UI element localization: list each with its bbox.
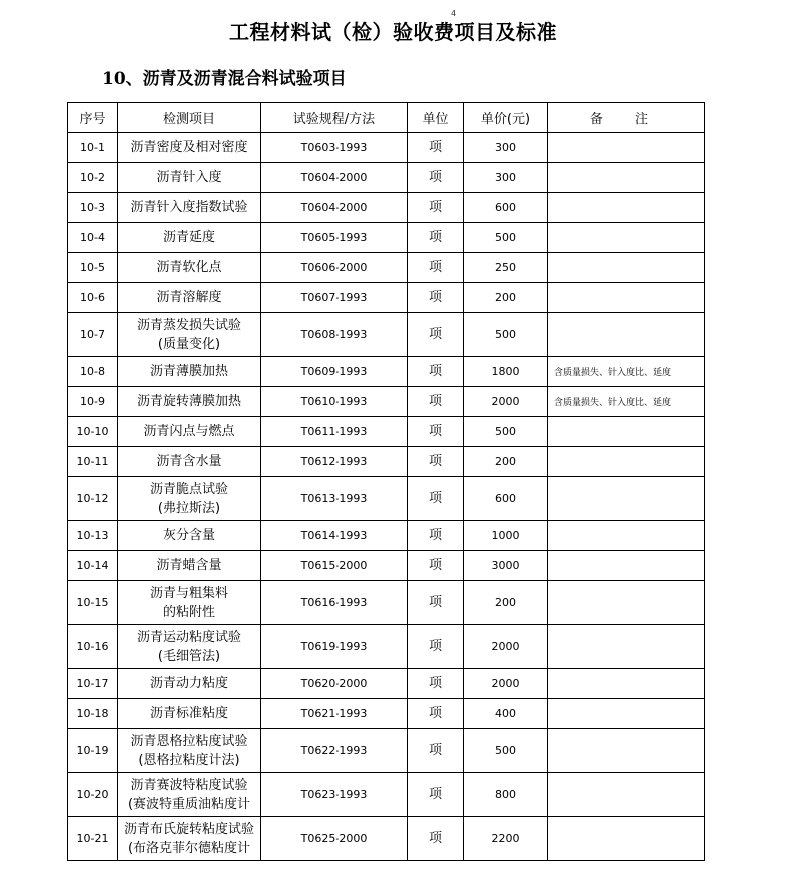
- cell-no: 10-19: [68, 729, 118, 773]
- table-row: [68, 447, 705, 477]
- cell-item: [118, 581, 261, 625]
- section-heading: 10、沥青及沥青混合料试验项目: [102, 69, 347, 89]
- cell-price: 200: [464, 283, 548, 313]
- cell-method: T0615-2000: [261, 551, 408, 581]
- cell-method: T0613-1993: [261, 477, 408, 521]
- cell-unit: 项: [408, 193, 464, 223]
- table-row: [68, 163, 705, 193]
- cell-unit: 项: [408, 625, 464, 669]
- header-note: 备 注: [548, 103, 705, 133]
- cell-price: 500: [464, 417, 548, 447]
- cell-unit: 项: [408, 581, 464, 625]
- cell-price: 2000: [464, 669, 548, 699]
- cell-note: [548, 223, 705, 253]
- cell-item-line: 沥青运动粘度试验: [136, 629, 241, 645]
- cell-price: 500: [464, 313, 548, 357]
- cell-item-line: 沥青布氏旋转粘度试验: [123, 821, 254, 837]
- cell-method: T0604-2000: [261, 193, 408, 223]
- cell-method: T0604-2000: [261, 163, 408, 193]
- cell-price: 500: [464, 223, 548, 253]
- cell-no: 10-21: [68, 817, 118, 861]
- cell-price: 2200: [464, 817, 548, 861]
- cell-no: 10-18: [68, 699, 118, 729]
- cell-no: 10-17: [68, 669, 118, 699]
- cell-item: [118, 773, 261, 817]
- cell-item-line: 沥青密度及相对密度: [130, 140, 248, 155]
- cell-price: 1000: [464, 521, 548, 551]
- cell-unit: 项: [408, 447, 464, 477]
- cell-no: 10-15: [68, 581, 118, 625]
- cell-no: 10-4: [68, 223, 118, 253]
- cell-item-line: 沥青旋转薄膜加热: [136, 394, 241, 409]
- cell-note: 含质量损失、针入度比、延度: [548, 357, 705, 387]
- cell-item: [118, 193, 261, 223]
- cell-unit: 项: [408, 773, 464, 817]
- cell-unit: 项: [408, 699, 464, 729]
- cell-item: [118, 699, 261, 729]
- cell-price: 500: [464, 729, 548, 773]
- cell-price: 400: [464, 699, 548, 729]
- cell-item-line: (恩格拉粘度计法): [138, 752, 240, 768]
- cell-note: [548, 283, 705, 313]
- cell-item: [118, 163, 261, 193]
- cell-note: [548, 581, 705, 625]
- cell-method: T0625-2000: [261, 817, 408, 861]
- cell-item-line: 沥青动力粘度: [149, 676, 228, 691]
- cell-unit: 项: [408, 283, 464, 313]
- table-row: [68, 283, 705, 313]
- cell-no: 10-7: [68, 313, 118, 357]
- cell-note: [548, 253, 705, 283]
- table-row: [68, 699, 705, 729]
- document-title: 工程材料试（检）验收费项目及标准: [229, 20, 557, 44]
- cell-unit: 项: [408, 729, 464, 773]
- cell-item: [118, 521, 261, 551]
- cell-price: 300: [464, 133, 548, 163]
- cell-method: T0608-1993: [261, 313, 408, 357]
- table-row: [68, 729, 705, 773]
- table-row: [68, 477, 705, 521]
- table-row: [68, 133, 705, 163]
- cell-unit: 项: [408, 223, 464, 253]
- cell-item-line: 灰分含量: [162, 528, 215, 543]
- cell-unit: 项: [408, 163, 464, 193]
- cell-item: [118, 817, 261, 861]
- table-row: [68, 193, 705, 223]
- cell-item: [118, 283, 261, 313]
- cell-note: [548, 625, 705, 669]
- cell-item: [118, 387, 261, 417]
- cell-item: [118, 253, 261, 283]
- table-row: [68, 625, 705, 669]
- header-no: 序号: [68, 103, 118, 133]
- cell-no: 10-12: [68, 477, 118, 521]
- cell-note: [548, 477, 705, 521]
- cell-unit: 项: [408, 313, 464, 357]
- cell-note: [548, 669, 705, 699]
- header-price: 单价(元): [464, 103, 548, 133]
- table-body: [68, 133, 705, 861]
- cell-note: [548, 193, 705, 223]
- cell-item-line: 沥青软化点: [156, 260, 222, 275]
- cell-item-line: (赛波特重质油粘度计: [127, 796, 251, 812]
- cell-note: [548, 817, 705, 861]
- cell-note: [548, 699, 705, 729]
- cell-item-line: 沥青脆点试验: [149, 481, 228, 497]
- cell-unit: 项: [408, 357, 464, 387]
- cell-item-line: 的粘附性: [162, 604, 215, 620]
- cell-method: T0623-1993: [261, 773, 408, 817]
- cell-method: T0607-1993: [261, 283, 408, 313]
- cell-item-line: (质量变化): [157, 336, 221, 352]
- cell-no: 10-20: [68, 773, 118, 817]
- cell-note: [548, 447, 705, 477]
- cell-method: T0605-1993: [261, 223, 408, 253]
- table-row: [68, 417, 705, 447]
- table-row: [68, 357, 705, 387]
- cell-item: [118, 223, 261, 253]
- cell-method: T0622-1993: [261, 729, 408, 773]
- cell-price: 800: [464, 773, 548, 817]
- cell-no: 10-14: [68, 551, 118, 581]
- table-row: [68, 253, 705, 283]
- cell-no: 10-9: [68, 387, 118, 417]
- cell-method: T0603-1993: [261, 133, 408, 163]
- cell-item-line: 沥青针入度指数试验: [130, 200, 248, 215]
- cell-item: [118, 133, 261, 163]
- cell-item-line: 沥青恩格拉粘度试验: [130, 733, 248, 749]
- cell-item: [118, 447, 261, 477]
- cell-no: 10-6: [68, 283, 118, 313]
- cell-item-line: (布洛克菲尔德粘度计: [127, 840, 251, 856]
- cell-no: 10-3: [68, 193, 118, 223]
- table-row: [68, 313, 705, 357]
- cell-no: 10-1: [68, 133, 118, 163]
- cell-note: [548, 773, 705, 817]
- page-mark: 4: [451, 9, 457, 18]
- cell-price: 2000: [464, 387, 548, 417]
- cell-note: [548, 313, 705, 357]
- cell-price: 600: [464, 477, 548, 521]
- cell-method: T0611-1993: [261, 417, 408, 447]
- cell-item-line: (弗拉斯法): [157, 500, 221, 516]
- cell-method: T0621-1993: [261, 699, 408, 729]
- cell-unit: 项: [408, 417, 464, 447]
- cell-unit: 项: [408, 253, 464, 283]
- cell-price: 3000: [464, 551, 548, 581]
- cell-item-line: 沥青蜡含量: [156, 558, 222, 573]
- cell-note: [548, 521, 705, 551]
- cell-item-line: 沥青延度: [162, 230, 215, 245]
- cell-item: [118, 669, 261, 699]
- cell-no: 10-2: [68, 163, 118, 193]
- cell-method: T0609-1993: [261, 357, 408, 387]
- table-header-row: [68, 103, 705, 133]
- cell-no: 10-8: [68, 357, 118, 387]
- cell-unit: 项: [408, 133, 464, 163]
- cell-method: T0606-2000: [261, 253, 408, 283]
- table-row: [68, 521, 705, 551]
- cell-method: T0616-1993: [261, 581, 408, 625]
- table-row: [68, 669, 705, 699]
- table-row: [68, 551, 705, 581]
- cell-item: [118, 313, 261, 357]
- cell-note: [548, 551, 705, 581]
- cell-note: [548, 163, 705, 193]
- cell-note: [548, 729, 705, 773]
- header-unit: 单位: [408, 103, 464, 133]
- cell-method: T0619-1993: [261, 625, 408, 669]
- cell-item: [118, 477, 261, 521]
- cell-price: 250: [464, 253, 548, 283]
- cell-item-line: 沥青针入度: [156, 170, 222, 185]
- cell-method: T0620-2000: [261, 669, 408, 699]
- cell-note: [548, 133, 705, 163]
- cell-no: 10-5: [68, 253, 118, 283]
- cell-item: [118, 625, 261, 669]
- cell-item: [118, 417, 261, 447]
- cell-item-line: 沥青薄膜加热: [149, 364, 228, 379]
- table-row: [68, 773, 705, 817]
- cell-price: 1800: [464, 357, 548, 387]
- cell-item-line: 沥青标准粘度: [149, 706, 228, 721]
- cell-item-line: 沥青赛波特粘度试验: [130, 777, 248, 793]
- cell-price: 200: [464, 447, 548, 477]
- cell-unit: 项: [408, 551, 464, 581]
- cell-unit: 项: [408, 817, 464, 861]
- table-row: [68, 817, 705, 861]
- cell-method: T0614-1993: [261, 521, 408, 551]
- cell-no: 10-11: [68, 447, 118, 477]
- cell-method: T0612-1993: [261, 447, 408, 477]
- cell-unit: 项: [408, 477, 464, 521]
- cell-no: 10-16: [68, 625, 118, 669]
- cell-item-line: 沥青与粗集料: [149, 585, 228, 601]
- table-row: [68, 387, 705, 417]
- cell-item: [118, 551, 261, 581]
- cell-note: 含质量损失、针入度比、延度: [548, 387, 705, 417]
- cell-price: 200: [464, 581, 548, 625]
- cell-item-line: 沥青闪点与燃点: [143, 424, 235, 439]
- cell-note: [548, 417, 705, 447]
- cell-item-line: (毛细管法): [157, 648, 221, 664]
- table-row: [68, 581, 705, 625]
- cell-no: 10-10: [68, 417, 118, 447]
- cell-price: 300: [464, 163, 548, 193]
- cell-item-line: 沥青含水量: [156, 454, 222, 469]
- cell-method: T0610-1993: [261, 387, 408, 417]
- cell-price: 600: [464, 193, 548, 223]
- cell-item: [118, 729, 261, 773]
- cell-no: 10-13: [68, 521, 118, 551]
- cell-unit: 项: [408, 387, 464, 417]
- header-method: 试验规程/方法: [261, 103, 408, 133]
- cell-item-line: 沥青蒸发损失试验: [136, 317, 241, 333]
- table-row: [68, 223, 705, 253]
- cell-unit: 项: [408, 669, 464, 699]
- header-item: 检测项目: [118, 103, 261, 133]
- cell-item: [118, 357, 261, 387]
- cell-unit: 项: [408, 521, 464, 551]
- fee-standard-table: [67, 102, 705, 861]
- cell-item-line: 沥青溶解度: [156, 290, 222, 305]
- cell-price: 2000: [464, 625, 548, 669]
